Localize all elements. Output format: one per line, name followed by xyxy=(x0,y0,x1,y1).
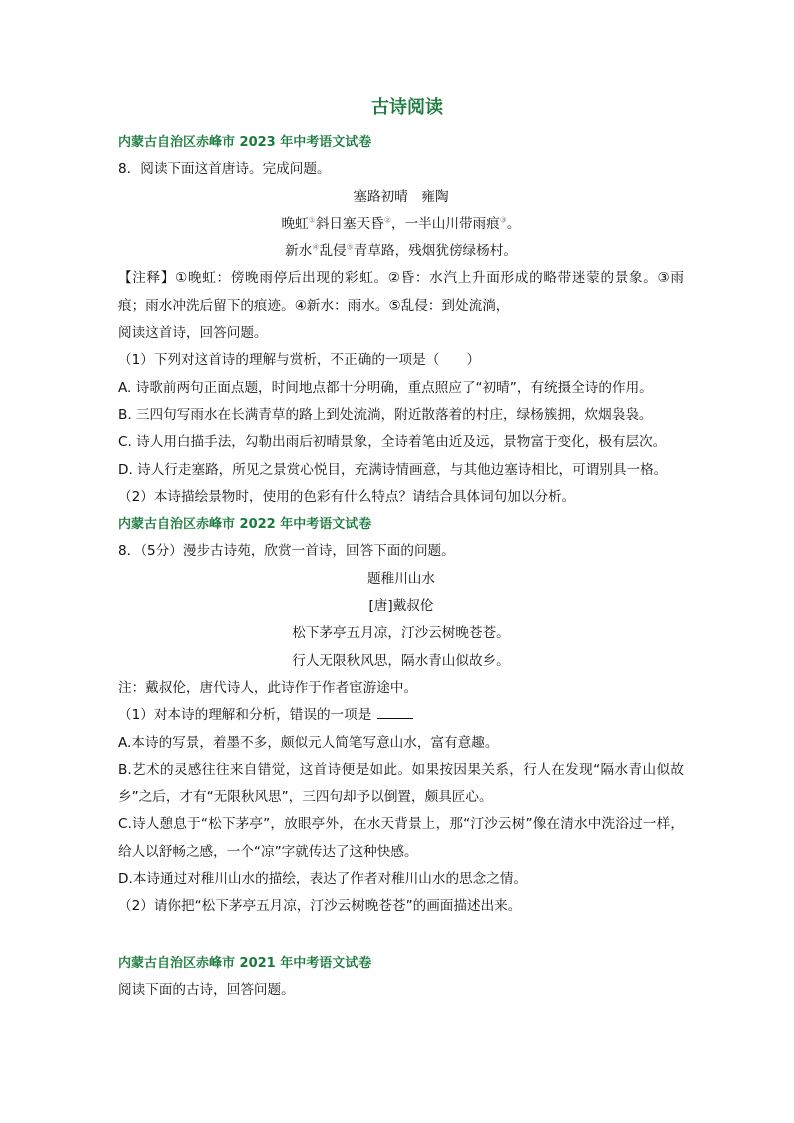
question-prompt: 8．阅读下面这首唐诗。完成问题。 xyxy=(118,161,331,178)
option-d: D.本诗通过对稚川山水的描绘，表达了作者对稚川山水的思念之情。 xyxy=(118,871,528,888)
option-a: A.本诗的写景，着墨不多，颇似元人简笔写意山水，富有意趣。 xyxy=(118,734,499,751)
option-d: D. 诗人行走塞路，所见之景赏心悦目，充满诗情画意，与其他边塞诗相比，可谓别具一格。 xyxy=(118,461,668,478)
poem-text: 斜日塞天昏 xyxy=(315,215,384,232)
sub-question-2: （2）本诗描绘景物时，使用的色彩有什么特点？请结合具体词句加以分析。 xyxy=(118,488,576,505)
question-prompt: 阅读下面的古诗，回答问题。 xyxy=(118,981,295,998)
question-prompt: 8．（5分）漫步古诗苑，欣赏一首诗，回答下面的问题。 xyxy=(118,543,455,560)
document-page xyxy=(118,93,684,1004)
poem-title: 题稚川山水 xyxy=(367,570,435,587)
section-header-2022: 内蒙古自治区赤峰市 2022 年中考语文试卷 xyxy=(118,517,372,533)
section-header-2023: 内蒙古自治区赤峰市 2023 年中考语文试卷 xyxy=(118,135,372,150)
poem-text: 新水 xyxy=(285,243,313,260)
annotation: 注：戴叔伦，唐代诗人，此诗作于作者宦游途中。 xyxy=(118,679,418,696)
poem-line: 松下茅亭五月凉，汀沙云树晚苍苍。 xyxy=(292,625,510,642)
sub-question-text: （1）对本诗的理解和分析，错误的一项是 xyxy=(118,707,372,724)
poem-title: 塞路初晴 雍陶 xyxy=(353,188,449,205)
footnote-mark: ④ xyxy=(312,242,320,252)
page-title: 古诗阅读 xyxy=(371,97,443,118)
poem-text: 。 xyxy=(506,215,521,232)
poem-text: 乱侵 xyxy=(319,243,347,260)
poem-line xyxy=(118,211,684,238)
answer-blank xyxy=(377,706,413,719)
sub-question-1: （1）下列对这首诗的理解与赏析，不正确的一项是（ ） xyxy=(118,352,481,369)
footnote-mark: ③ xyxy=(499,215,507,225)
poem-line: 行人无限秋风思，隔水青山似故乡。 xyxy=(292,652,510,669)
instruction: 阅读这首诗，回答问题。 xyxy=(118,325,268,342)
footnote-mark: ⑤ xyxy=(346,242,354,252)
poem-text: 青草路，残烟犹傍绿杨村。 xyxy=(353,243,517,260)
sub-question-1 xyxy=(118,702,684,729)
option-c: C.诗人憩息于“松下茅亭”，放眼亭外，在水天背景上，那“汀沙云树”像在清水中洗浴过一样，给人以舒畅之感，一个“凉”字就传达了这种快感。 xyxy=(118,816,684,860)
sub-question-2: （2）请你把“松下茅亭五月凉，汀沙云树晚苍苍”的画面描述出来。 xyxy=(118,898,522,915)
annotation: 【注释】①晚虹：傍晚雨停后出现的彩虹。②昏：水汽上升面形成的略带迷蒙的景象。③雨痕；雨水冲洗后留下的痕迹。④新水：雨水。⑤乱侵：到处流淌， xyxy=(118,270,684,314)
poem-text: 晚虹 xyxy=(281,215,309,232)
option-b: B. 三四句写雨水在长满青草的路上到处流淌，附近散落着的村庄，绿杨簇拥，炊烟袅袅。 xyxy=(118,406,653,423)
footnote-mark: ① xyxy=(308,215,316,225)
option-c: C. 诗人用白描手法，勾勒出雨后初晴景象，全诗着笔由近及远，景物富于变化，极有层次。 xyxy=(118,434,667,451)
poem-line xyxy=(118,238,684,265)
option-a: A. 诗歌前两句正面点题，时间地点都十分明确，重点照应了“初晴”，有统摄全诗的作用。 xyxy=(118,379,653,396)
poem-text: ，一半山川带雨痕 xyxy=(390,215,500,232)
footnote-mark: ② xyxy=(383,215,391,225)
poem-author: [唐]戴叔伦 xyxy=(368,598,434,615)
section-header-2021: 内蒙古自治区赤峰市 2021 年中考语文试卷 xyxy=(118,955,372,971)
spacer xyxy=(118,921,684,950)
option-b: B.艺术的灵感往往来自错觉，这首诗便是如此。如果按因果关系，行人在发现“隔水青山似故乡”之后，才有“无限秋风思”，三四句却予以倒置，颇具匠心。 xyxy=(118,761,684,806)
